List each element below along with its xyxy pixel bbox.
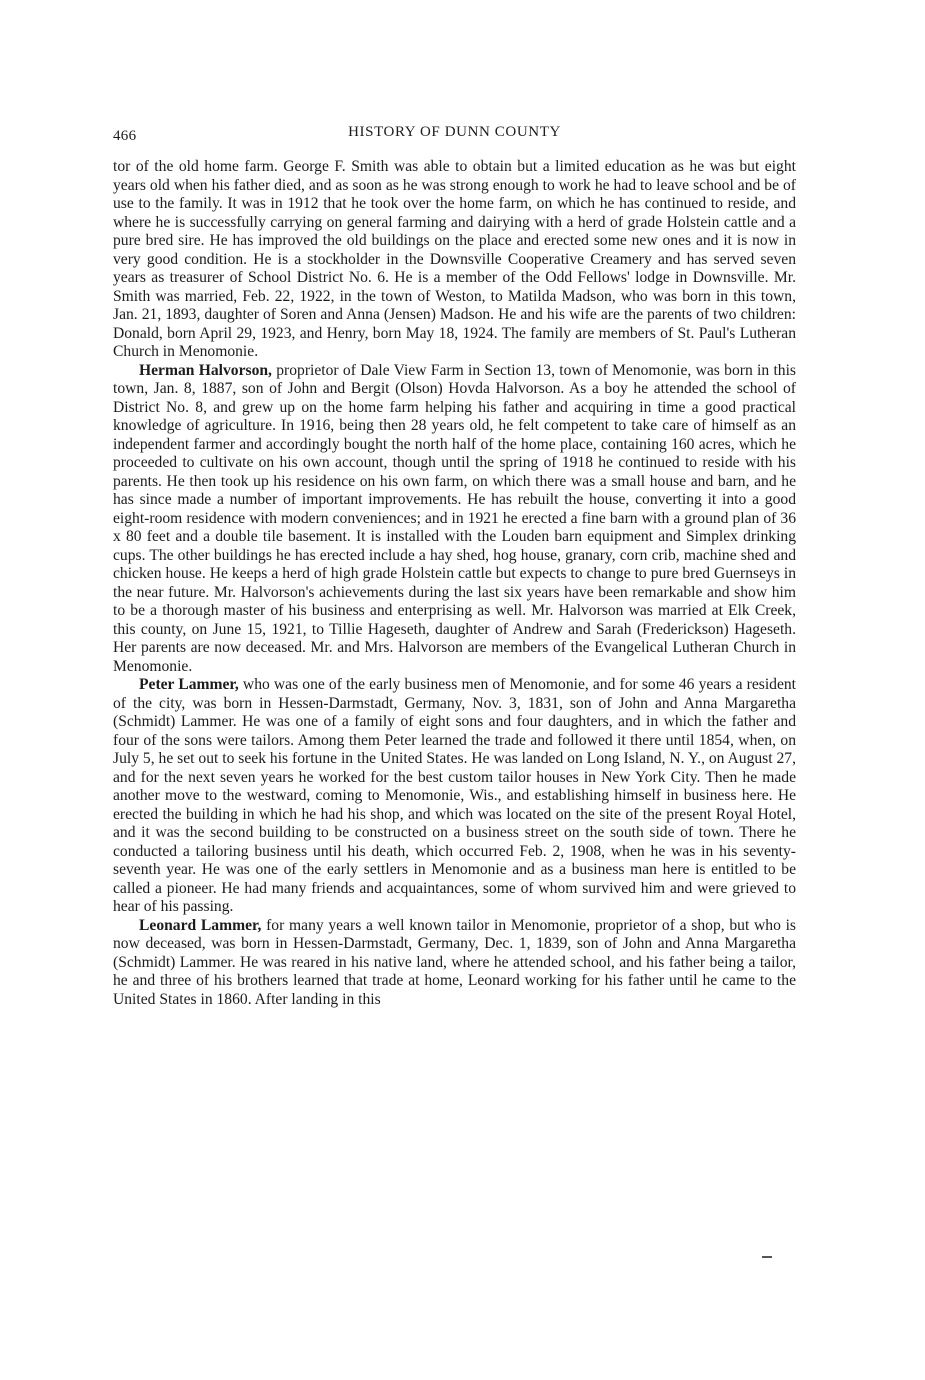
paragraph-text: tor of the old home farm. George F. Smith was able to obtain but a limited education as he was but eight years old when his father died, and as soon as he was strong enough to work he had to leave school and be of use to the family. It was in 1912 that he took over the home farm, on which he has continued to reside, and where he is successfully carrying on general farming and dairying with a herd of grade Holstein cattle and a pure bred sire. He has improved the old buildings on the place and erected some new ones and it is now in very good condition. He is a stockholder in the Downsville Cooperative Creamery and has served seven years as treasurer of School District No. 6. He is a member of the Odd Fellows' lodge in Downsville. Mr. Smith was married, Feb. 22, 1922, in the town of Weston, to Matilda Madson, who was born in this town, Jan. 21, 1893, daughter of Soren and Anna (Jensen) Madson. He and his wife are the parents of two children: Donald, born April 29, 1923, and Henry, born May 18, 1924. The family are members of St. Paul's Lutheran Church in Menomonie. xyxy=(113,158,796,360)
page-number: 466 xyxy=(113,128,137,144)
paragraph-text: who was one of the early business men of Menomonie, and for some 46 years a resident of the city, was born in Hessen-Darmstadt, Germany, Nov. 3, 1831, son of John and Anna Margaretha (Schmidt) Lammer. He was one of a family of eight sons and four daughters, and in which the father and four of the sons were tailors. Among them Peter learned the trade and followed it there until 1854, when, on July 5, he set out to seek his fortune in the United States. He was landed on Long Island, N. Y., on August 27, and for the next seven years he worked for the best custom tailor houses in New York City. Then he made another move to the westward, coming to Menomonie, Wis., and establishing himself in business here. He erected the building in which he had his shop, and which was located on the site of the present Royal Hotel, and it was the second building to be constructed on a business street on the south side of town. There he conducted a tailoring business until his death, which occurred Feb. 2, 1908, when he was in his seventy-seventh year. He was one of the early settlers in Menomonie and as a business man here is entitled to be called a pioneer. He had many friends and acquaintances, some of whom survived him and were grieved to hear of his passing. xyxy=(113,676,796,915)
paragraph-peter-lammer xyxy=(113,676,796,917)
print-mark xyxy=(762,1256,772,1258)
paragraph-herman-halvorson xyxy=(113,362,796,677)
running-title: HISTORY OF DUNN COUNTY xyxy=(348,124,561,140)
paragraph-smith xyxy=(113,158,796,362)
body-text xyxy=(113,158,796,1009)
paragraph-text: proprietor of Dale View Farm in Section 13, town of Menomonie, was born in this town, Jan. 8, 1887, son of John and Bergit (Olson) Hovda Halvorson. As a boy he attended the school of District No. 8, and grew up on the home farm helping his father and acquiring in time a good practical knowledge of agriculture. In 1916, being then 28 years old, he felt competent to take care of himself as an independent farmer and accordingly bought the north half of the home place, containing 160 acres, which he proceeded to cultivate on his own account, though until the spring of 1918 he continued to reside with his parents. He then took up his residence on his own farm, on which there was a small house and barn, and he has since made a number of important improvements. He has rebuilt the house, converting it into a good eight-room residence with modern conveniences; and in 1921 he erected a fine barn with a ground plan of 36 x 80 feet and a double tile basement. It is installed with the Louden barn equipment and Simplex drinking cups. The other buildings he has erected include a hay shed, hog house, granary, corn crib, machine shed and chicken house. He keeps a herd of high grade Holstein cattle but expects to change to pure bred Guernseys in the near future. Mr. Halvorson's achievements during the last six years have been remarkable and show him to be a thorough master of his business and enterprising as well. Mr. Halvorson was married at Elk Creek, this county, on June 15, 1921, to Tillie Hageseth, daughter of Andrew and Sarah (Frederickson) Hageseth. Her parents are now deceased. Mr. and Mrs. Halvorson are members of the Evangelical Lutheran Church in Menomonie. xyxy=(113,361,796,675)
paragraph-text: for many years a well known tailor in Menomonie, proprietor of a shop, but who is now deceased, was born in Hessen-Darmstadt, Germany, Dec. 1, 1839, son of John and Anna Margaretha (Schmidt) Lammer. He was reared in his native land, where he attended school, and his father being a tailor, he and three of his brothers learned that trade at home, Leonard working for his father until he came to the United States in 1860. After landing in this xyxy=(113,916,796,1008)
page-header xyxy=(113,124,796,146)
biography-name: Leonard Lammer, xyxy=(139,916,262,934)
biography-name: Herman Halvorson, xyxy=(139,361,272,379)
paragraph-leonard-lammer xyxy=(113,917,796,1010)
biography-name: Peter Lammer, xyxy=(139,676,239,693)
